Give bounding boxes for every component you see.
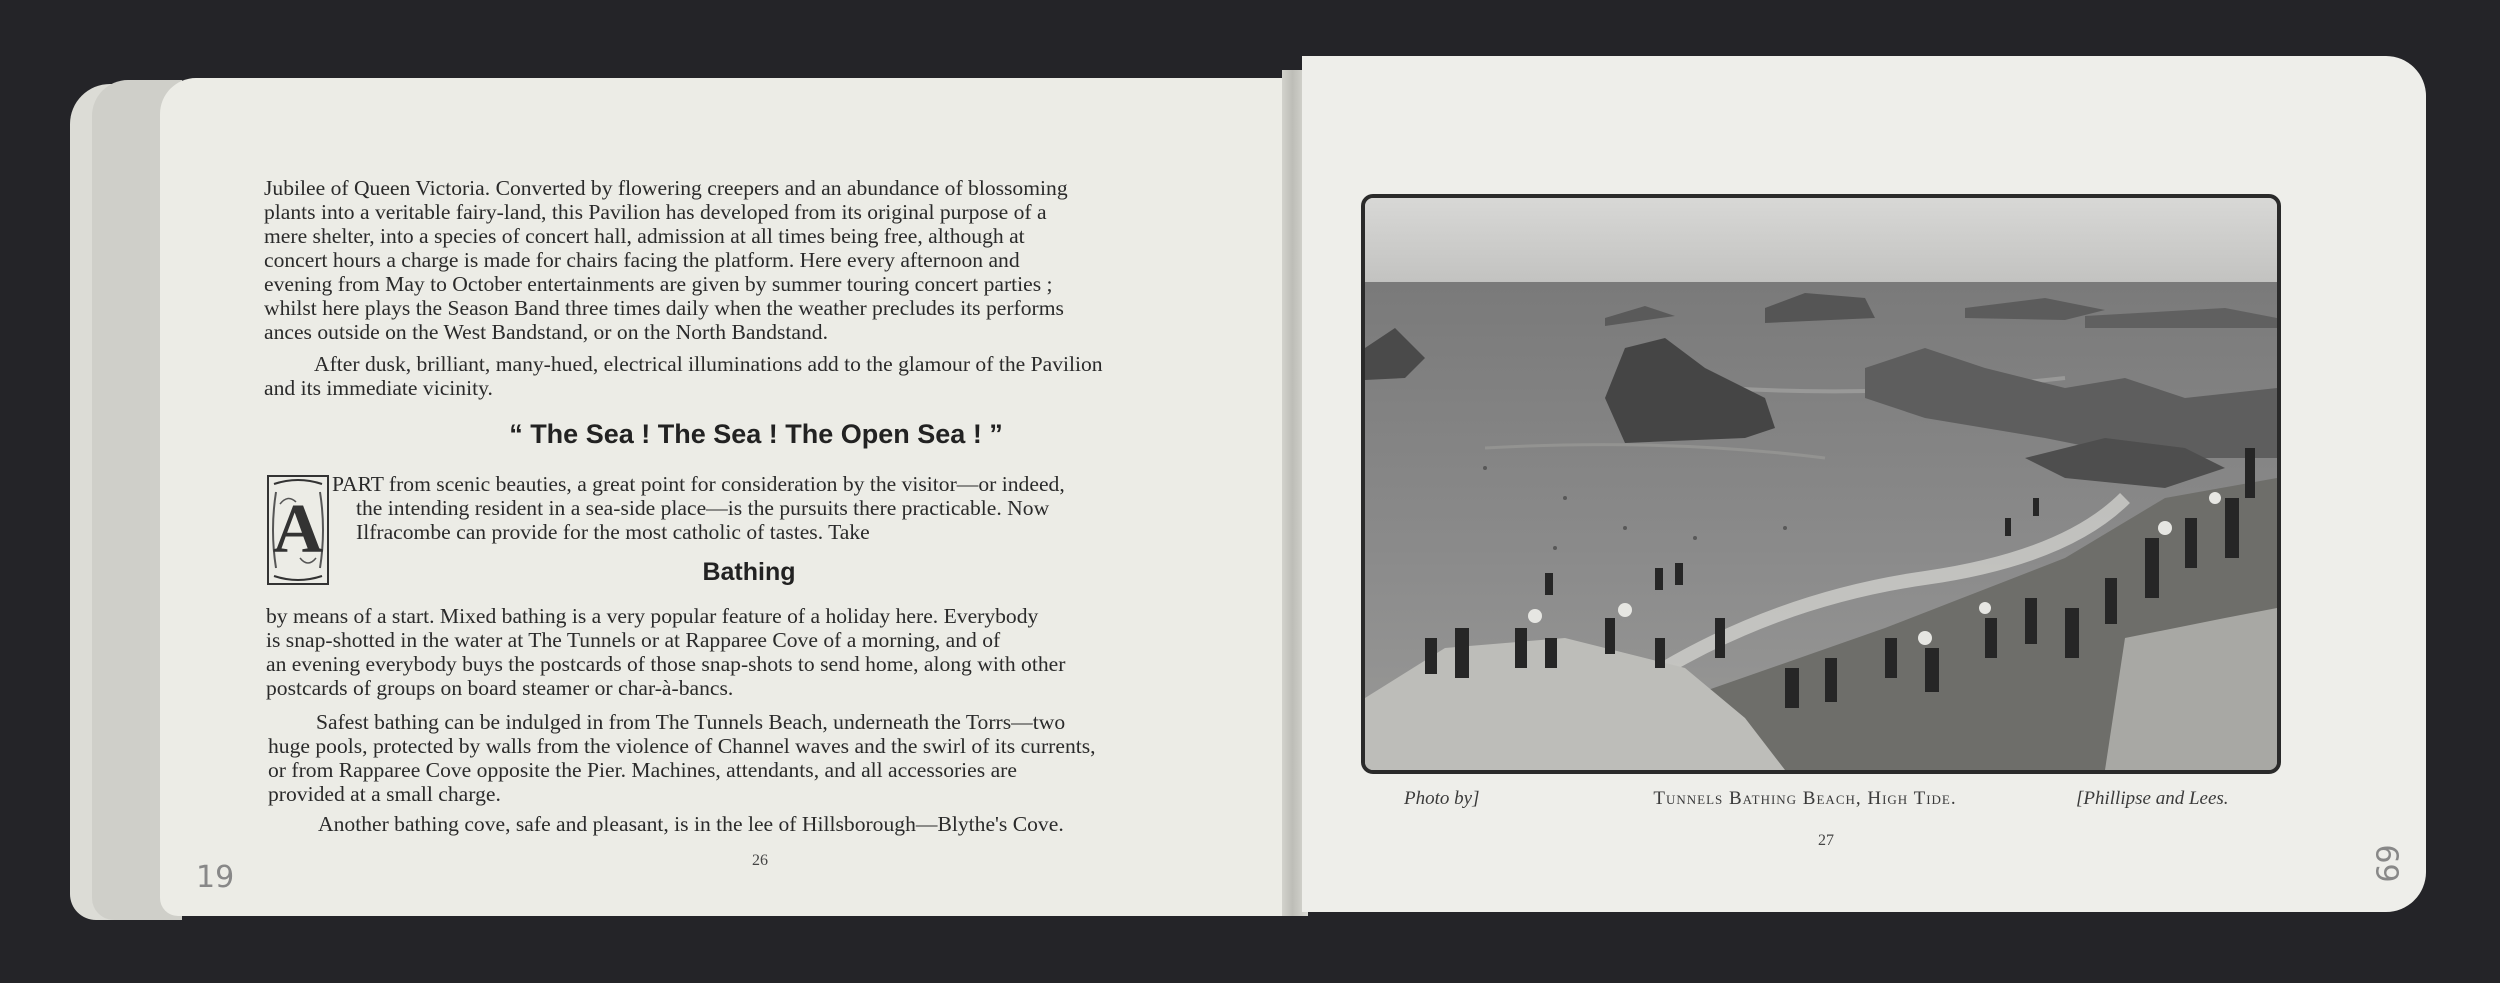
drop-cap-letter: A [272, 491, 324, 568]
photo-caption: Tunnels Bathing Beach, High Tide. [1653, 788, 1957, 809]
photo-credit-right: [Phillipse and Lees. [2076, 788, 2229, 809]
page-number-left: 26 [752, 852, 768, 869]
beach-photograph [1361, 194, 2281, 774]
paragraph-bathing: by means of a start. Mixed bathing is a very popular feature of a holiday here. Everybody is snap-shotted in the water at The Tunnels or at Rapparee Cove of a morning, and of an evening everybody buys the postcards of those snap-shots to send home, along with other postcards of groups on board steamer or char-à-bancs. [266, 604, 1066, 700]
paragraph-safest: Safest bathing can be indulged in from The Tunnels Beach, underneath the Torrs—two huge pools, protected by walls from the violence of Channel waves and the swirl of its currents, or from Rapparee Cove opposite the Pier. Machines, attendants, and all accessories are provided at a small charge. [268, 710, 1096, 806]
photo-credit-left: Photo by] [1404, 788, 1480, 809]
margin-note-right: 69 [2371, 844, 2407, 883]
section-heading-sea: “ The Sea ! The Sea ! The Open Sea ! ” [509, 419, 1003, 449]
paragraph-illuminations: After dusk, brilliant, many-hued, electrical illuminations add to the glamour of the Pavilion and its immediate vicinity. [264, 352, 1103, 400]
subheading-bathing: Bathing [702, 558, 796, 586]
paragraph-pavilion: Jubilee of Queen Victoria. Converted by flowering creepers and an abundance of blossoming plants into a veritable fairy-land, this Pavilion has developed from its original purpose of a mere shelter, into a species of concert hall, admission at all times being free, although at concert hours a charge is made for chairs facing the platform. Here every afternoon and evening from May to October entertainments are given by summer touring concert parties ; whilst here plays the Season Band three times daily when the weather precludes its performs ances outside on the West Bandstand, or on the North Bandstand. [264, 176, 1068, 344]
page-number-right: 27 [1818, 832, 1834, 849]
drop-cap-ornament [266, 474, 330, 586]
margin-note-left: 19 [196, 860, 235, 895]
paragraph-last: Another bathing cove, safe and pleasant, is in the lee of Hillsborough—Blythe's Cove. [318, 812, 1064, 836]
paragraph-apart: PART from scenic beauties, a great point for consideration by the visitor—or indeed, the intending resident in a sea-side place—is the pursuits there practicable. Now Ilfracombe can provide for the most catholic of tastes. Take [332, 472, 1065, 544]
